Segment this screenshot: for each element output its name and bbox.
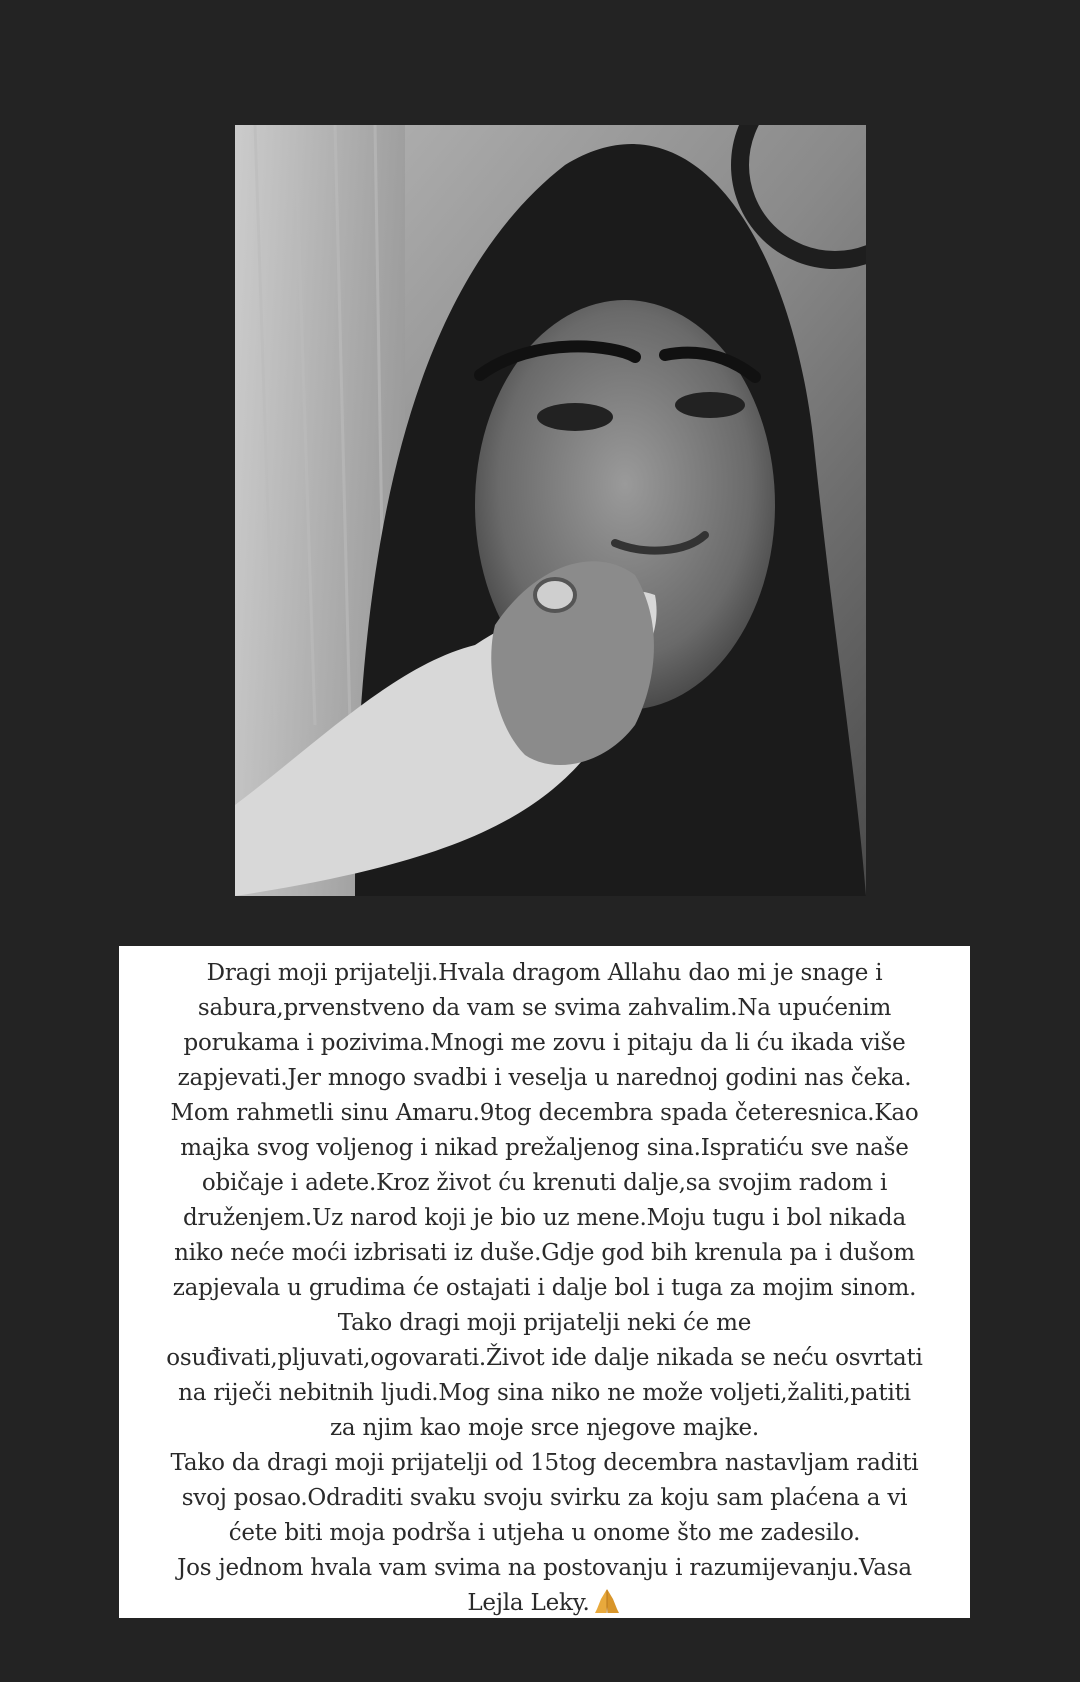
caption-line: sabura,prvenstveno da vam se svima zahvalim.Na upućenim [197, 995, 892, 1021]
caption-line: Mom rahmetli sinu Amaru.9tog decembra spada četeresnica.Kao [170, 1100, 919, 1126]
caption-line: osuđivati,pljuvati,ogovarati.Život ide dalje nikada se neću osvrtati [166, 1345, 923, 1371]
caption-box [119, 946, 970, 1618]
post-photo [235, 125, 866, 896]
caption-line: za njim kao moje srce njegove majke. [329, 1415, 760, 1441]
caption-line: Tako da dragi moji prijatelji od 15tog decembra nastavljam raditi [170, 1450, 919, 1476]
caption-line: običaje i adete.Kroz život ću krenuti dalje,sa svojim radom i [201, 1170, 888, 1196]
caption-line: na riječi nebitnih ljudi.Mog sina niko ne može voljeti,žaliti,patiti [178, 1380, 911, 1406]
portrait-photo [235, 125, 866, 896]
caption-line: Dragi moji prijatelji.Hvala dragom Allahu dao mi je snage i [206, 960, 883, 986]
praying-hands-icon [592, 1587, 622, 1615]
caption-line: Jos jednom hvala vam svima na postovanju i razumijevanju.Vasa [177, 1555, 912, 1581]
caption-signature: Lejla Leky. [467, 1590, 590, 1616]
caption-line: zapjevala u grudima će ostajati i dalje bol i tuga za mojim sinom. [172, 1275, 917, 1301]
caption-line: svoj posao.Odraditi svaku svoju svirku za koju sam plaćena a vi [181, 1485, 908, 1511]
caption-line: zapjevati.Jer mnogo svadbi i veselja u narednoj godini nas čeka. [177, 1065, 912, 1091]
caption-line: majka svog voljenog i nikad prežaljenog sina.Ispratiću sve naše [180, 1135, 909, 1161]
caption-line: Tako dragi moji prijatelji neki će me [337, 1310, 752, 1336]
caption-line: niko neće moći izbrisati iz duše.Gdje god bih krenula pa i dušom [174, 1240, 915, 1266]
caption-line: porukama i pozivima.Mnogi me zovu i pitaju da li ću ikada više [183, 1030, 906, 1056]
caption-line: druženjem.Uz narod koji je bio uz mene.Moju tugu i bol nikada [183, 1205, 906, 1231]
caption-line-last [129, 1586, 960, 1621]
caption-line: ćete biti moja podrša i utjeha u onome što me zadesilo. [228, 1520, 861, 1546]
